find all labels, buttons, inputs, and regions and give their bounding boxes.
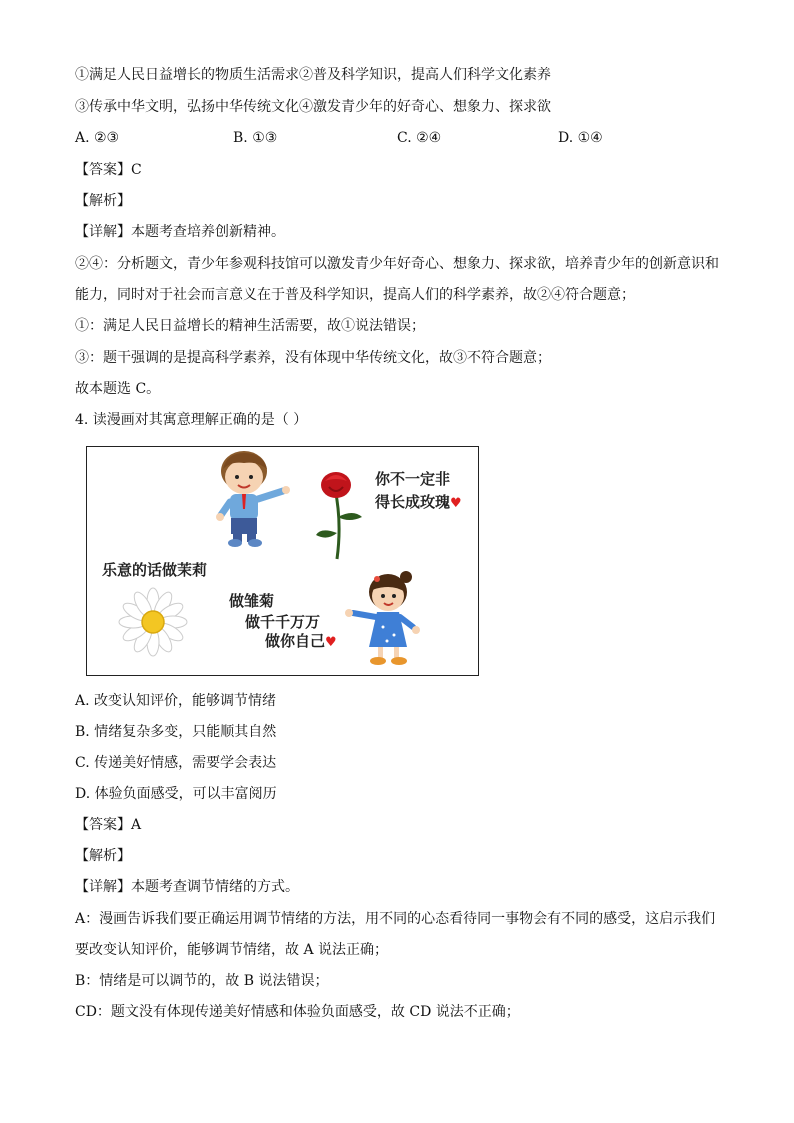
daisy-figure	[119, 588, 187, 656]
rose-figure	[316, 472, 362, 559]
daisy-caption-line-3-text: 做你自己	[265, 632, 326, 650]
prev-choices	[75, 128, 715, 148]
prev-choice-d: D. ①④	[558, 130, 603, 146]
q4-detail: 【详解】本题考查调节情绪的方式。	[75, 879, 299, 895]
prev-conclusion: 故本题选 C。	[75, 381, 161, 397]
jasmine-caption: 乐意的话做茉莉	[102, 561, 208, 579]
q4-explanation-b: B：情绪是可以调节的，故 B 说法错误；	[75, 973, 329, 989]
q4-option-d: D. 体验负面感受，可以丰富阅历	[75, 786, 277, 802]
prev-para1-line-1: ②④：分析题文，青少年参观科技馆可以激发青少年好奇心、想象力、探求欲，培养青少年的创新意识和	[75, 256, 719, 272]
daisy-caption-line-3	[265, 630, 337, 654]
q4-option-a: A. 改变认知评价，能够调节情绪	[75, 693, 277, 709]
prev-answer: 【答案】C	[75, 162, 142, 178]
heart-icon: ♥	[325, 635, 337, 650]
q4-answer: 【答案】A	[75, 817, 142, 833]
prev-analysis-label: 【解析】	[75, 193, 131, 209]
prev-choice-c: C. ②④	[397, 130, 442, 146]
rose-caption-line-1: 你不一定非	[375, 470, 451, 488]
prev-choice-a: A. ②③	[75, 130, 120, 146]
cartoon-image	[86, 446, 479, 676]
q4-option-b: B. 情绪复杂多变，只能顺其自然	[75, 724, 277, 740]
prev-detail: 【详解】本题考查培养创新精神。	[75, 224, 285, 240]
daisy-caption-line-1: 做雏菊	[229, 592, 275, 610]
prev-options-line-1: ①满足人民日益增长的物质生活需求②普及科学知识，提高人们科学文化素养	[75, 67, 551, 83]
prev-choice-b: B. ①③	[233, 130, 278, 146]
question-4-stem: 4. 读漫画对其寓意理解正确的是（ ）	[75, 412, 308, 428]
heart-icon: ♥	[450, 496, 462, 511]
rose-caption-line-2-text: 得长成玫瑰	[375, 493, 451, 511]
girl-figure	[345, 571, 420, 665]
prev-para3: ③：题干强调的是提高科学素养，没有体现中华传统文化，故③不符合题意；	[75, 350, 551, 366]
q4-explanation-a-line-1: A：漫画告诉我们要正确运用调节情绪的方法，用不同的心态看待同一事物会有不同的感受，这启示我们	[75, 911, 716, 927]
q4-explanation-cd: CD：题文没有体现传递美好情感和体验负面感受，故 CD 说法不正确；	[75, 1004, 520, 1020]
daisy-caption-line-2: 做千千万万	[245, 613, 321, 631]
q4-analysis-label: 【解析】	[75, 848, 131, 864]
prev-para1-line-2: 能力，同时对于社会而言意义在于普及科学知识，提高人们的科学素养，故②④符合题意；	[75, 287, 635, 303]
prev-para2: ①：满足人民日益增长的精神生活需要，故①说法错误；	[75, 318, 425, 334]
q4-option-c: C. 传递美好情感，需要学会表达	[75, 755, 277, 771]
boy-figure	[216, 451, 290, 547]
rose-caption-line-2	[375, 491, 462, 515]
q4-explanation-a-line-2: 要改变认知评价，能够调节情绪，故 A 说法正确；	[75, 942, 389, 958]
prev-options-line-2: ③传承中华文明，弘扬中华传统文化④激发青少年的好奇心、想象力、探求欲	[75, 99, 551, 115]
